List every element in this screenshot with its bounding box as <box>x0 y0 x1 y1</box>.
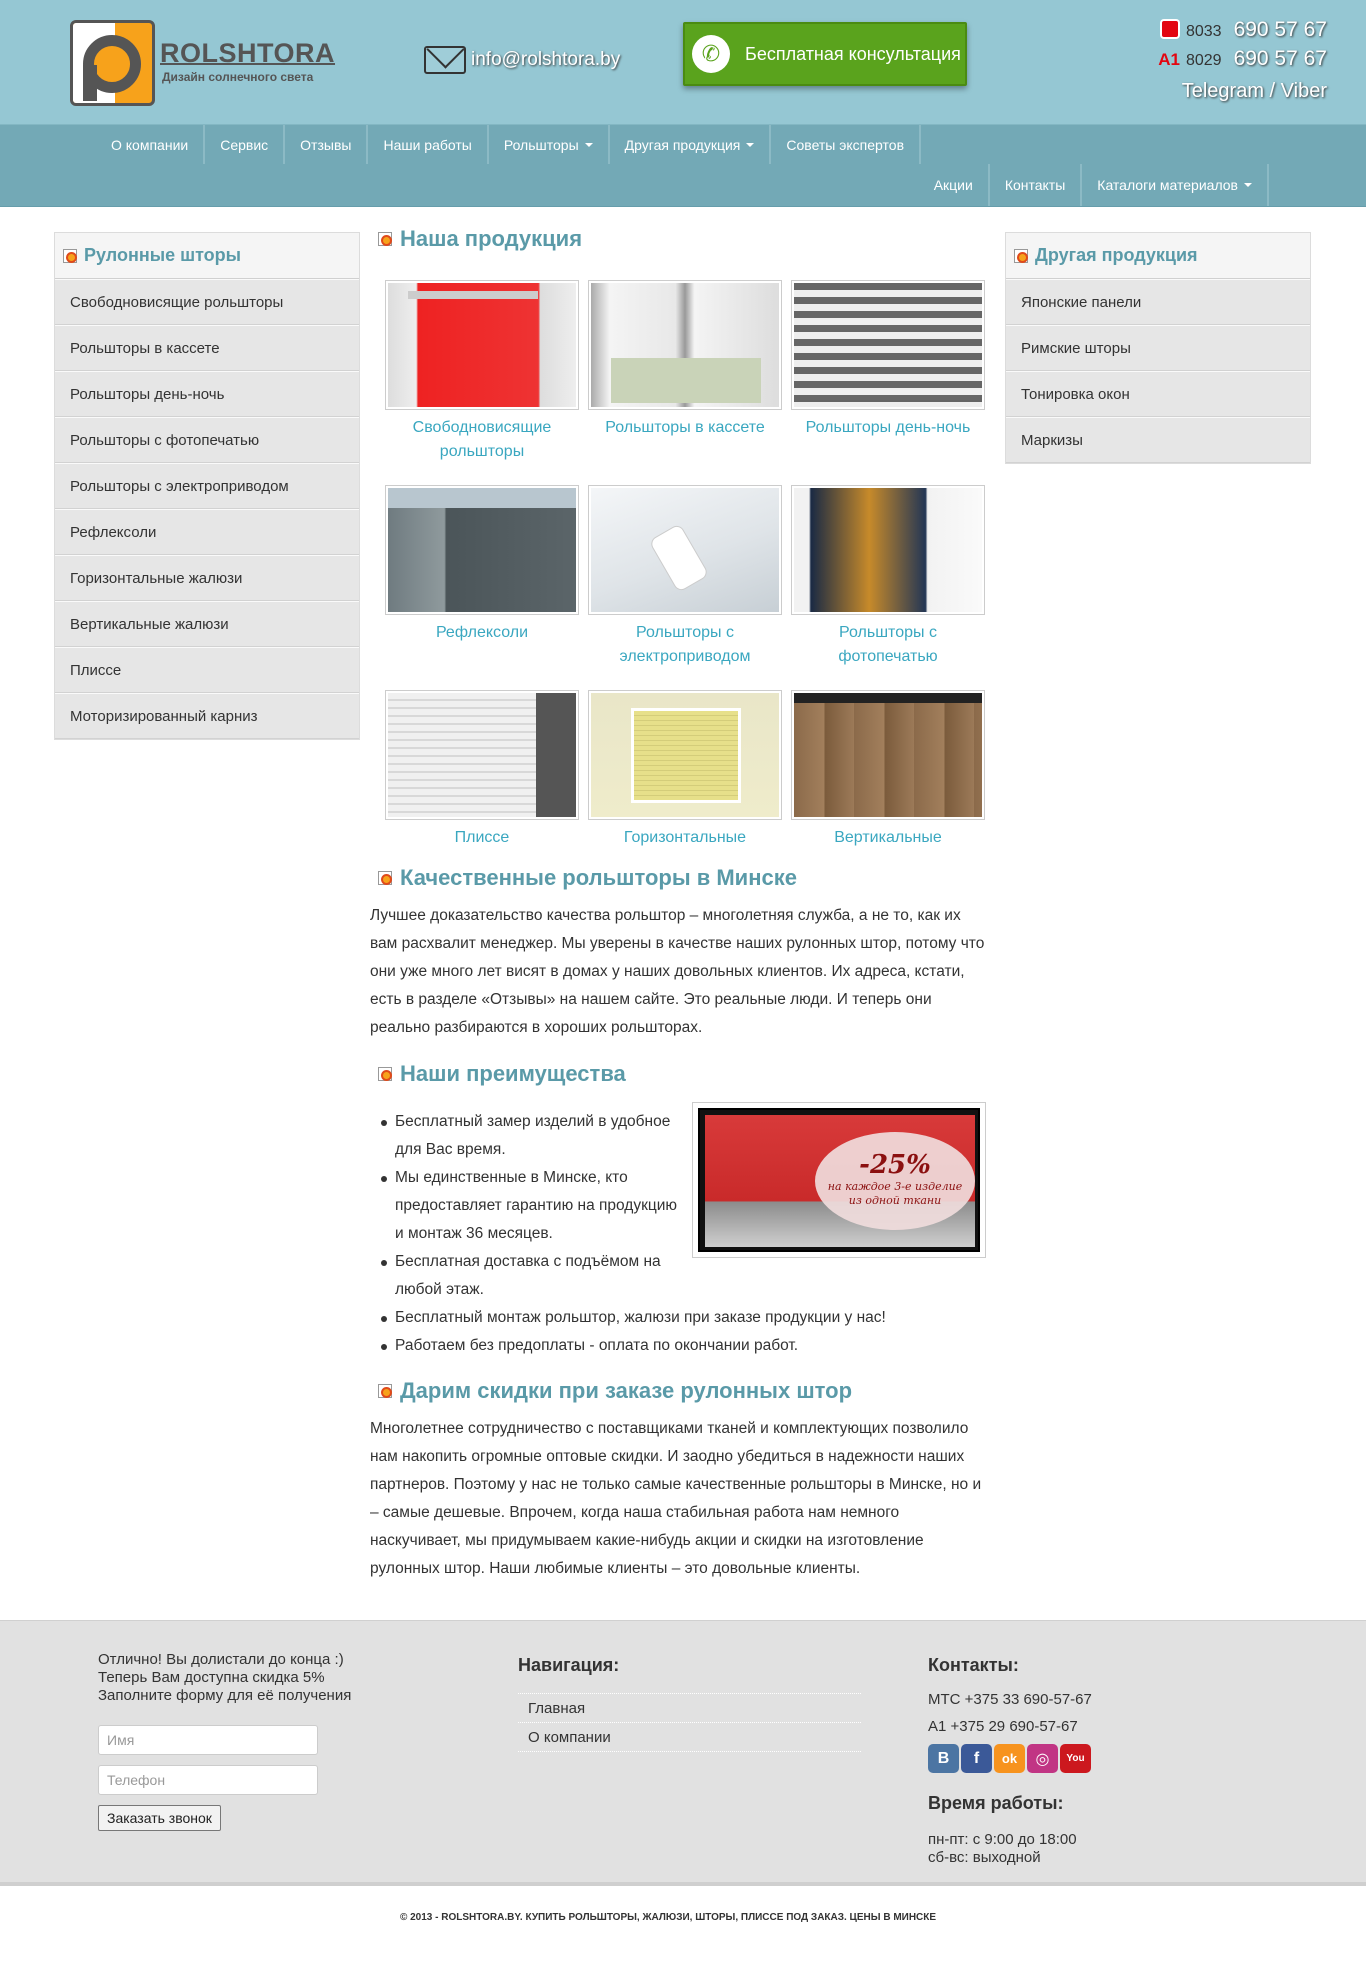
contact-phone[interactable]: МТС +375 33 690-57-67 <box>928 1691 1092 1708</box>
logo[interactable] <box>70 20 336 108</box>
product-card[interactable] <box>791 280 985 440</box>
logo-name: ROLSHTORA <box>160 38 336 68</box>
product-label[interactable]: Плиссе <box>454 829 510 846</box>
product-label[interactable]: Свободновисящие рольшторы <box>412 419 552 460</box>
order-call-button[interactable]: Заказать звонок <box>98 1805 221 1831</box>
hours-title: Время работы: <box>928 1793 1064 1813</box>
footer-promo-line: Отлично! Вы долистали до конца :) <box>98 1651 344 1668</box>
nav-roller-blinds[interactable]: Рольшторы <box>489 125 610 164</box>
envelope-icon <box>424 46 466 74</box>
advantages-list <box>378 1108 688 1304</box>
messengers[interactable]: Telegram / Viber <box>1181 80 1327 102</box>
promo-discount: -25% <box>859 1150 931 1180</box>
right-sidebar-title: Другая продукция <box>1035 245 1198 265</box>
vk-icon[interactable]: В <box>928 1744 959 1773</box>
right-sidebar <box>1005 232 1311 464</box>
list-item: Бесплатный монтаж рольштор, жалюзи при заказе продукции у нас! <box>378 1304 998 1332</box>
instagram-icon[interactable]: ◎ <box>1027 1744 1058 1773</box>
sidebar-item[interactable]: Рольшторы с фотопечатью <box>55 417 359 463</box>
product-label[interactable]: Рольшторы с электроприводом <box>619 624 751 665</box>
quality-heading: Качественные рольшторы в Минске <box>378 865 797 891</box>
facebook-icon[interactable]: f <box>961 1744 992 1773</box>
footer <box>0 1620 1366 1882</box>
header <box>0 0 1366 207</box>
sidebar-item[interactable]: Рольшторы с электроприводом <box>55 463 359 509</box>
left-sidebar-title: Рулонные шторы <box>84 245 242 265</box>
consult-label: Бесплатная консультация <box>745 43 961 64</box>
advantages-heading: Наши преимущества <box>378 1061 626 1087</box>
promo-line: из одной ткани <box>848 1194 942 1207</box>
list-item: Бесплатный замер изделий в удобное для Вас время. <box>378 1108 688 1164</box>
sidebar-item[interactable]: Римские шторы <box>1006 325 1310 371</box>
name-input[interactable]: Имя <box>98 1725 318 1755</box>
product-card[interactable] <box>588 280 782 440</box>
footer-nav-item[interactable]: Главная <box>518 1693 861 1722</box>
footer-divider <box>0 1882 1366 1886</box>
promo-banner[interactable] <box>692 1102 986 1258</box>
bullet-logo-icon <box>1014 249 1028 263</box>
phone-number: 690 57 67 <box>1233 47 1327 70</box>
product-image[interactable] <box>791 280 985 410</box>
left-sidebar <box>54 232 360 740</box>
product-image[interactable] <box>385 280 579 410</box>
phone-mts[interactable] <box>1158 16 1327 47</box>
hours-line: пн-пт: с 9:00 до 18:00 <box>928 1831 1077 1848</box>
footer-nav-item[interactable]: О компании <box>518 1722 861 1751</box>
youtube-icon[interactable]: You <box>1060 1744 1091 1773</box>
product-label[interactable]: Рольшторы в кассете <box>605 419 765 436</box>
nav-material-catalogs[interactable]: Каталоги материалов <box>1082 164 1269 206</box>
product-label[interactable]: Вертикальные <box>834 829 942 846</box>
left-sidebar-header <box>55 233 359 279</box>
nav-expert-tips[interactable]: Советы экспертов <box>771 125 921 164</box>
logo-mark-icon <box>70 20 155 106</box>
footer-nav-title: Навигация: <box>518 1655 620 1675</box>
nav-other-products[interactable]: Другая продукция <box>610 125 772 164</box>
logo-tagline: Дизайн солнечного света <box>162 70 314 84</box>
right-sidebar-header <box>1006 233 1310 279</box>
product-card[interactable] <box>385 280 579 464</box>
product-image[interactable] <box>791 485 985 615</box>
contact-phone[interactable]: A1 +375 29 690-57-67 <box>928 1718 1078 1735</box>
bullet-logo-icon <box>63 249 77 263</box>
list-item: Бесплатная доставка с подъёмом на любой этаж. <box>378 1248 688 1304</box>
footer-navigation <box>518 1655 861 1752</box>
free-consultation-button[interactable] <box>683 22 967 86</box>
sidebar-item[interactable]: Рольшторы в кассете <box>55 325 359 371</box>
sidebar-item[interactable]: Рефлексоли <box>55 509 359 555</box>
sidebar-item[interactable]: Японские панели <box>1006 279 1310 325</box>
sidebar-item[interactable]: Маркизы <box>1006 417 1310 463</box>
product-image[interactable] <box>588 485 782 615</box>
product-image[interactable] <box>791 690 985 820</box>
sidebar-item[interactable]: Тонировка окон <box>1006 371 1310 417</box>
email-text: info@rolshtora.by <box>471 49 621 70</box>
footer-contacts-title: Контакты: <box>928 1655 1019 1675</box>
nav-reviews[interactable]: Отзывы <box>285 125 368 164</box>
caret-down-icon <box>746 143 754 147</box>
nav-promotions[interactable]: Акции <box>919 164 990 206</box>
phone-block <box>1158 16 1327 103</box>
odnoklassniki-icon[interactable]: ok <box>994 1744 1025 1773</box>
mts-icon <box>1160 19 1180 39</box>
list-item: Мы единственные в Минске, кто предоставляет гарантию на продукцию и монтаж 36 месяцев. <box>378 1164 688 1248</box>
hours-line: сб-вс: выходной <box>928 1849 1041 1866</box>
sidebar-item[interactable]: Горизонтальные жалюзи <box>55 555 359 601</box>
discount-paragraph: Многолетнее сотрудничество с поставщиками тканей и комплектующих позволило нам накопить огромные оптовые скидки. И заодно убедиться в надежности наших партнеров. Поэтому у нас не только самые качественные рольшторы в Минске, но и – самые дешевые. Впрочем, когда наша стабильная работа нам немного наскучивает, мы придумываем какие-нибудь акции и скидки на изготовление рулонных штор. Наши любимые клиенты – это довольные клиенты. <box>370 1420 982 1577</box>
sidebar-item[interactable]: Плиссе <box>55 647 359 693</box>
main-nav <box>0 124 1366 164</box>
email-link[interactable] <box>424 46 620 74</box>
product-card[interactable] <box>385 485 579 645</box>
bullet-logo-icon <box>378 871 392 885</box>
bullet-logo-icon <box>378 1067 392 1081</box>
footer-promo-line: Теперь Вам доступна скидка 5% <box>98 1669 325 1686</box>
bullet-logo-icon <box>378 232 392 246</box>
nav-about[interactable]: О компании <box>96 125 205 164</box>
sidebar-item[interactable]: Моторизированный карниз <box>55 693 359 739</box>
footer-contacts <box>928 1655 1228 1867</box>
phone-code: 8033 <box>1185 23 1222 40</box>
social-links <box>928 1744 1228 1773</box>
product-image[interactable] <box>385 485 579 615</box>
caret-down-icon <box>585 143 593 147</box>
product-label[interactable]: Рольшторы день-ночь <box>805 419 971 436</box>
nav-service[interactable]: Сервис <box>205 125 285 164</box>
phone-code: 8029 <box>1185 52 1222 69</box>
promo-line: на каждое 3-е изделие <box>827 1180 963 1193</box>
product-label[interactable]: Горизонтальные <box>623 829 747 846</box>
nav-our-works[interactable]: Наши работы <box>368 125 488 164</box>
advantages-list-wide <box>378 1304 998 1360</box>
phone-number: 690 57 67 <box>1233 18 1327 41</box>
product-label[interactable]: Рольшторы с фотопечатью <box>838 624 938 665</box>
quality-paragraph: Лучшее доказательство качества рольштор – многолетняя служба, а не то, как их вам расхвалит менеджер. Мы уверены в качестве наших рулонных штор, потому что они уже много лет висят в домах у наших довольных клиентов. Их адреса, кстати, есть в разделе «Отзывы» на нашем сайте. Это реальные люди. И теперь они реально разбираются в хороших рольшторах. <box>370 907 985 1036</box>
product-image[interactable] <box>385 690 579 820</box>
product-card[interactable] <box>791 485 985 669</box>
product-image[interactable] <box>588 280 782 410</box>
product-card[interactable] <box>791 690 985 850</box>
product-card[interactable] <box>385 690 579 850</box>
copyright: © 2013 - ROLSHTORA.BY. КУПИТЬ РОЛЬШТОРЫ, ЖАЛЮЗИ, ШТОРЫ, ПЛИССЕ ПОД ЗАКАЗ. ЦЕНЫ В МИНСКЕ <box>399 1912 937 1923</box>
caret-down-icon <box>1244 183 1252 187</box>
sidebar-item[interactable]: Рольшторы день-ночь <box>55 371 359 417</box>
sidebar-item[interactable]: Вертикальные жалюзи <box>55 601 359 647</box>
discount-heading: Дарим скидки при заказе рулонных штор <box>378 1378 852 1404</box>
a1-icon: A1 <box>1158 50 1180 69</box>
phone-icon: ✆ <box>692 35 730 73</box>
list-item: Работаем без предоплаты - оплата по окончании работ. <box>378 1332 998 1360</box>
product-label[interactable]: Рефлексоли <box>435 624 529 641</box>
product-card[interactable] <box>588 485 782 669</box>
bullet-logo-icon <box>378 1384 392 1398</box>
products-heading: Наша продукция <box>378 226 582 252</box>
nav-contacts[interactable]: Контакты <box>990 164 1082 206</box>
promo-badge <box>815 1132 975 1230</box>
sidebar-item[interactable]: Свободновисящие рольшторы <box>55 279 359 325</box>
phone-input[interactable]: Телефон <box>98 1765 318 1795</box>
footer-callback <box>98 1651 438 1831</box>
product-image[interactable] <box>588 690 782 820</box>
phone-a1[interactable] <box>1158 47 1327 78</box>
secondary-nav <box>0 164 1366 207</box>
footer-promo-line: Заполните форму для её получения <box>98 1687 352 1704</box>
product-card[interactable] <box>588 690 782 850</box>
